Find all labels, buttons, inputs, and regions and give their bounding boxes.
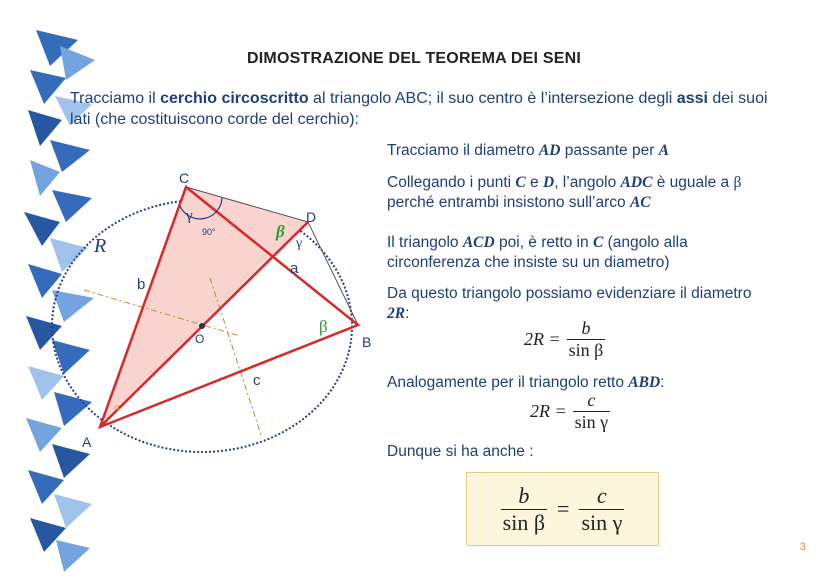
formula-2r-c: 2R = $\frac{c}{\text{sin γ}}$: [530, 390, 609, 432]
segment-db: [308, 222, 358, 325]
label-angle-beta-b: β: [319, 317, 328, 336]
circumcircle-diagram: [40, 160, 385, 460]
final-formula-box: $\frac{b}{\text{sin β}}$ = $\frac{c}{\text{sin γ}}$: [466, 472, 659, 546]
label-angle-alpha-a: α: [114, 401, 120, 413]
step-conclusion: Dunque si ha anche :: [387, 443, 534, 460]
formula-2r-b: 2R = $\frac{b}{\text{sin β}}$: [524, 318, 604, 360]
label-point-a: A: [82, 434, 92, 450]
label-angle-beta-d: β: [276, 222, 285, 241]
label-angle-gamma-c: γ: [186, 208, 193, 224]
label-angle-gamma-d: γ: [296, 236, 303, 251]
center-point: [199, 323, 205, 329]
step-diameter-2r: Da questo triangolo possiamo evidenziare il diametro 2R:: [387, 285, 752, 322]
step-right-triangle: Il triangolo ACD poi, è retto in C (angolo alla circonferenza che insiste su un diametro): [387, 234, 688, 271]
page-title: DIMOSTRAZIONE DEL TEOREMA DEI SENI: [247, 50, 581, 67]
label-point-o: O: [195, 332, 205, 346]
label-point-c: C: [179, 170, 190, 186]
label-angle-right: 90°: [202, 227, 216, 237]
label-point-d: D: [306, 209, 317, 225]
highlight-circumcircle: cerchio circoscritto: [160, 90, 309, 107]
label-radius: R: [94, 235, 107, 257]
intro-paragraph: Tracciamo il cerchio circoscritto al triangolo ABC; il suo centro è l’intersezione degli assi dei suoi lati (che costituiscono corde del cerchio):: [70, 90, 768, 128]
step-diameter: Tracciamo il diametro AD passante per A: [387, 142, 670, 159]
step-triangle-abd: Analogamente per il triangolo retto ABD:: [387, 374, 665, 391]
label-side-b: b: [137, 276, 146, 293]
label-side-c: c: [253, 372, 261, 389]
step-angle-adc: Collegando i punti C e D, l’angolo ADC è uguale a β perché entrambi insistono sull’arco AC: [387, 174, 742, 211]
page-number: 3: [799, 541, 806, 553]
highlight-axes: assi: [676, 90, 708, 107]
label-point-b: B: [362, 334, 372, 350]
triangle-abc: [100, 187, 358, 427]
label-side-a: a: [290, 260, 299, 277]
